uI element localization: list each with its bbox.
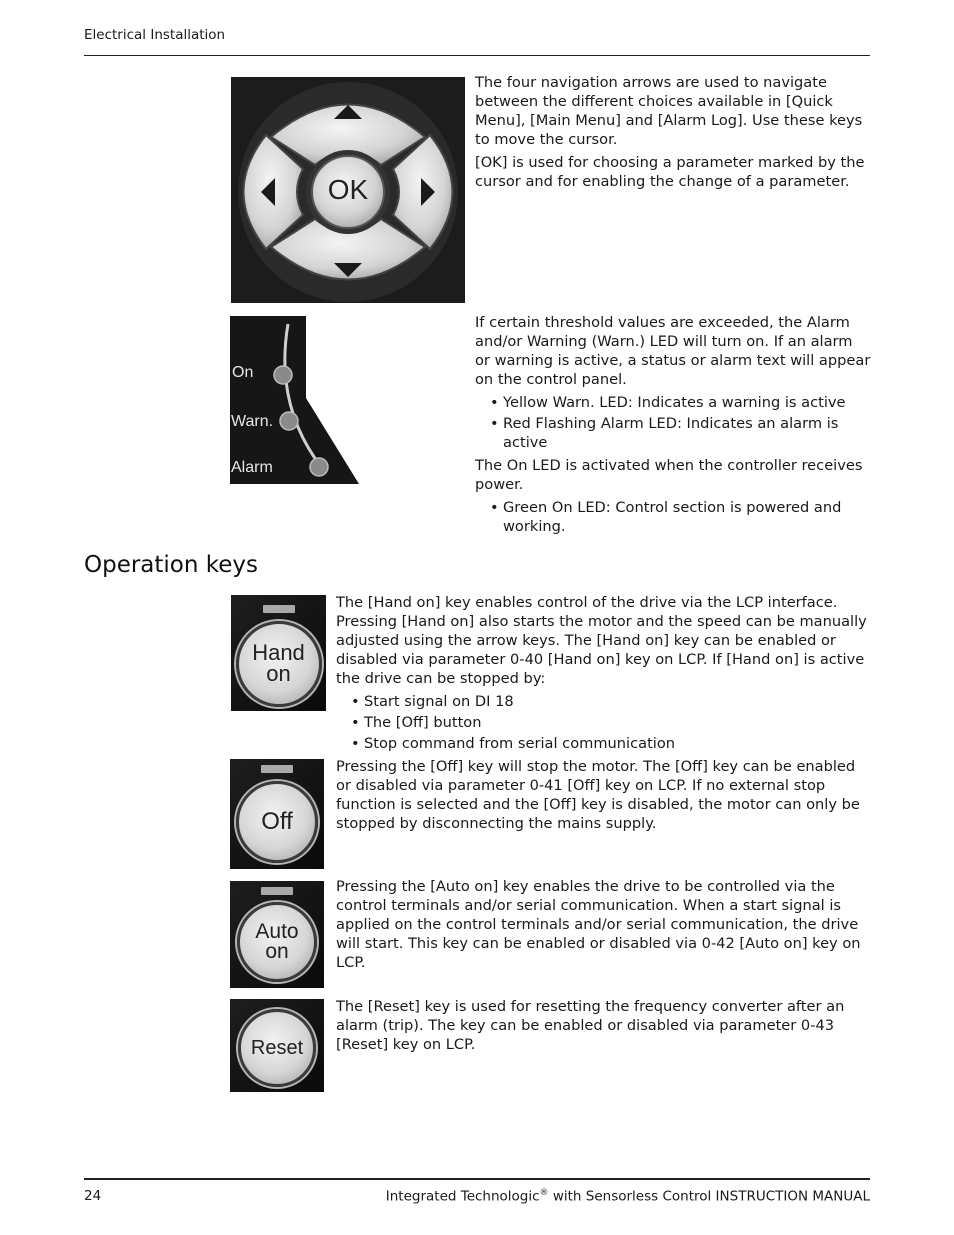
footer-rule	[84, 1178, 870, 1180]
hand-on-key-line1: Hand	[252, 640, 305, 666]
running-header: Electrical Installation	[84, 27, 226, 43]
section-heading-operation-keys: Operation keys	[84, 552, 259, 578]
hand-on-key-image	[231, 595, 326, 711]
alarm-led	[310, 458, 328, 476]
reset-text	[336, 997, 871, 1058]
off-key-image	[230, 759, 324, 869]
list-item: • Yellow Warn. LED: Indicates a warning is active	[475, 393, 871, 412]
auto-on-paragraph: Pressing the [Auto on] key enables the drive to be controlled via the control terminals and/or serial communication. When a start signal is applied on the control terminals and/or serial communication, the drive will start. This key can be enabled or disabled via 0-42 [Auto on] key on LCP.	[336, 878, 861, 971]
list-item: • Red Flashing Alarm LED: Indicates an alarm is active	[475, 414, 871, 452]
hand-on-text	[336, 593, 871, 757]
led-label-alarm: Alarm	[231, 459, 273, 476]
off-paragraph: Pressing the [Off] key will stop the motor. The [Off] key can be enabled or disabled via parameter 0-41 [Off] key on LCP. If no external stop function is selected and the [Off] key is disabled, the motor can only be stopped by disconnecting the mains supply.	[336, 758, 860, 832]
auto-on-key-line1: Auto	[255, 920, 299, 944]
reset-key-image	[230, 999, 324, 1092]
list-item: • Green On LED: Control section is powered and working.	[475, 498, 871, 536]
footer-title-main: Integrated Technologic	[385, 1188, 540, 1205]
hand-on-paragraph: The [Hand on] key enables control of the drive via the LCP interface. Pressing [Hand on] also starts the motor and the speed can be manually adjusted using the arrow keys. The [Hand on] key can be enabled or disabled via parameter 0-40 [Hand on] key on LCP. If [Hand on] is active the drive can be stopped by:	[336, 594, 867, 687]
navigation-paragraph-1: The four navigation arrows are used to navigate between the different choices available in [Quick Menu], [Main Menu] and [Alarm Log]. Use these keys to move the cursor.	[475, 74, 863, 148]
led-bullets-1	[475, 393, 871, 452]
header-rule	[84, 55, 870, 56]
registered-mark: ®	[539, 1188, 549, 1198]
led-bullets-2	[475, 498, 871, 536]
page-number: 24	[84, 1188, 102, 1204]
navigation-keys-image	[231, 77, 465, 303]
led-label-warn: Warn.	[231, 413, 274, 430]
list-item: • Start signal on DI 18	[336, 692, 871, 711]
footer-title-rest: with Sensorless Control INSTRUCTION MANUAL	[548, 1188, 870, 1205]
hand-on-led	[263, 605, 295, 613]
on-led	[274, 366, 292, 384]
reset-paragraph: The [Reset] key is used for resetting the frequency converter after an alarm (trip). The key can be enabled or disabled via parameter 0-43 [Reset] key on LCP.	[336, 998, 845, 1053]
led-paragraph-1: If certain threshold values are exceeded, the Alarm and/or Warning (Warn.) LED will turn on. If an alarm or warning is active, a status or alarm text will appear on the control panel.	[475, 314, 871, 388]
hand-on-bullets	[336, 692, 871, 753]
led-paragraph-2: The On LED is activated when the controller receives power.	[475, 457, 863, 493]
off-key-label: Off	[261, 807, 293, 835]
ok-key-label: OK	[327, 174, 369, 205]
hand-on-key	[236, 621, 322, 707]
auto-on-text	[336, 877, 871, 976]
off-text	[336, 757, 871, 837]
auto-on-key-line2: on	[265, 940, 289, 963]
navigation-keys-text	[475, 73, 871, 195]
list-item: • Stop command from serial communication	[336, 734, 871, 753]
warn-led	[280, 412, 298, 430]
footer-title	[386, 1188, 870, 1205]
led-indicators-image	[230, 316, 359, 484]
off-key	[236, 781, 318, 863]
off-led	[261, 765, 293, 773]
reset-key-label: Reset	[250, 1036, 304, 1059]
auto-on-key	[237, 902, 317, 982]
hand-on-key-line2: on	[266, 661, 291, 686]
led-label-on: On	[232, 364, 254, 381]
reset-key	[238, 1009, 316, 1087]
navigation-paragraph-2: [OK] is used for choosing a parameter marked by the cursor and for enabling the change of a parameter.	[475, 154, 865, 190]
auto-on-led	[261, 887, 293, 895]
led-text	[475, 313, 871, 540]
list-item: • The [Off] button	[336, 713, 871, 732]
auto-on-key-image	[230, 881, 324, 988]
